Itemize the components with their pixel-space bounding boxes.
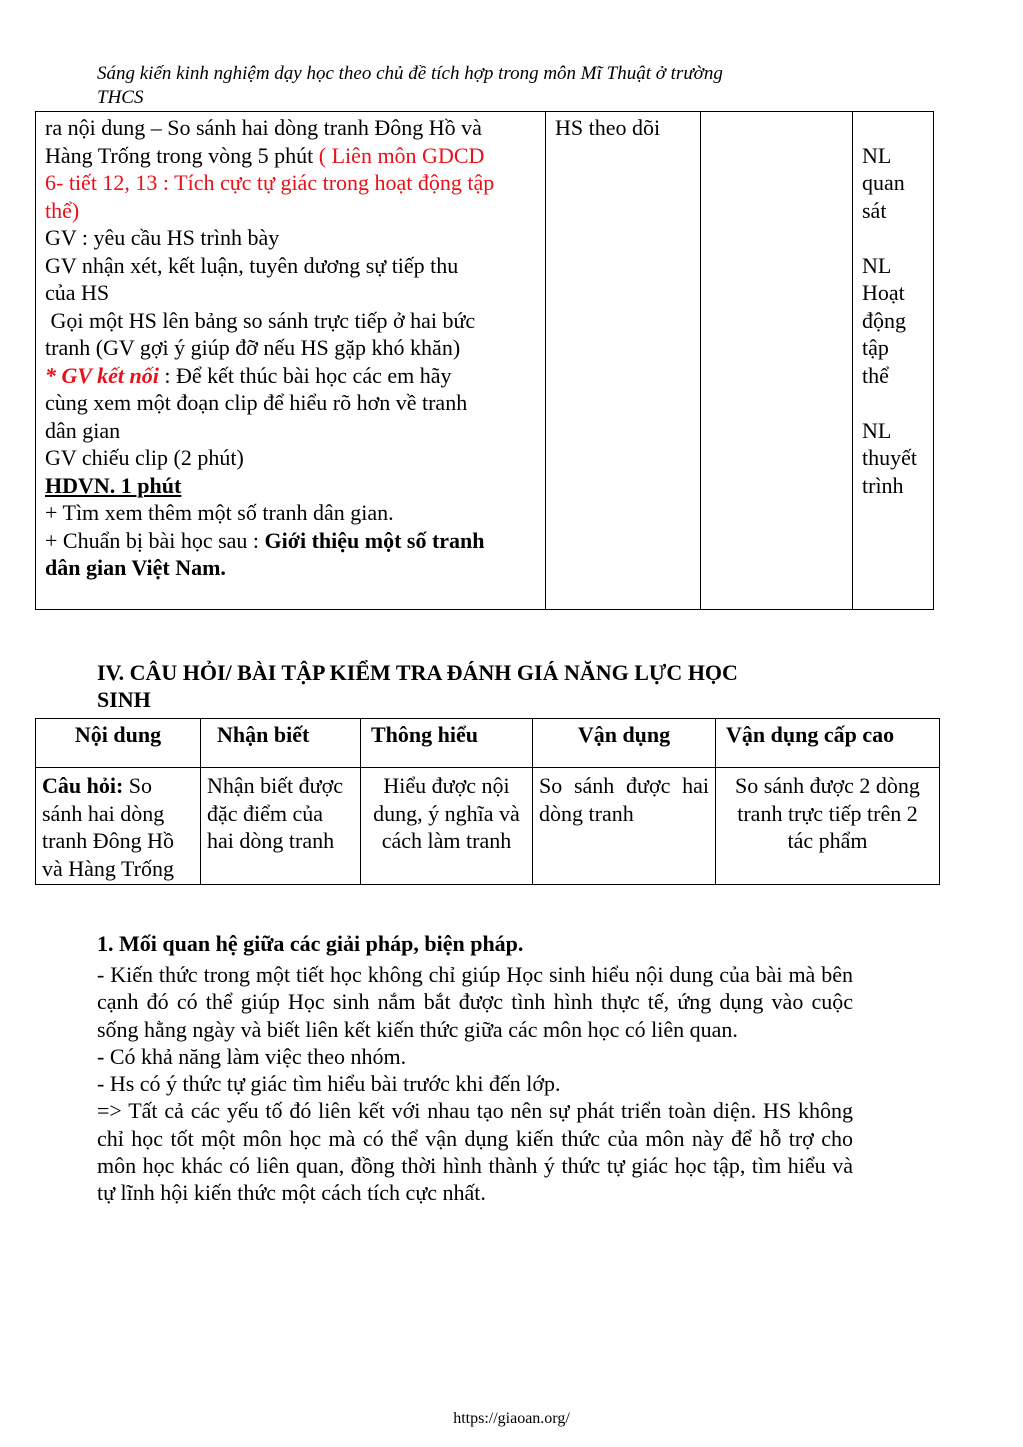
assessment-table: [35, 718, 940, 885]
section-1-body: [97, 961, 853, 1207]
empty-cell: [701, 112, 853, 610]
footer-url: https://giaoan.org/: [453, 1410, 570, 1427]
nhan-biet-cell: Nhận biết được đặc điểm của hai dòng tranh: [201, 768, 361, 885]
header-nhan-biet: Nhận biết: [201, 719, 361, 768]
van-dung-cell: So sánh được hai dòng tranh: [533, 768, 716, 885]
header-line-2: THCS: [97, 87, 144, 108]
hdvn-heading: HDVN. 1 phút: [45, 472, 182, 498]
gv-ket-noi-label: * GV kết nối: [45, 362, 159, 388]
question-cell: Câu hỏi: So sánh hai dòng tranh Đông Hồ và Hàng Trống: [36, 768, 201, 885]
header-van-dung: Vận dụng: [533, 719, 716, 768]
competency-cell: NL quan sát NL Hoạt động tập thể NL thuyết trình: [853, 112, 934, 610]
van-dung-cao-cell: So sánh được 2 dòng tranh trực tiếp trên 2 tác phẩm: [716, 768, 940, 885]
paragraph: - Hs có ý thức tự giác tìm hiểu bài trước khi đến lớp.: [97, 1071, 561, 1097]
paragraph: - Có khả năng làm việc theo nhóm.: [97, 1043, 407, 1069]
paragraph: => Tất cả các yếu tố đó liên kết với nhau tạo nên sự phát triển toàn diện. HS không chỉ học tốt một môn học mà có thể vận dụng kiến thức của môn này để hỗ trợ cho môn học khác có liên quan, đồng thời hình thành ý thức tự giác học tập, tìm hiểu và tự lĩnh hội kiến thức một cách tích cực nhất.: [97, 1098, 853, 1206]
paragraph: - Kiến thức trong một tiết học không chỉ giúp Học sinh hiểu nội dung của bài mà bên cạnh đó có thể giúp Học sinh nắm bắt được tình hình thực tế, ứng dụng vào cuộc sống hằng ngày và biết liên kết kiến thức giữa các môn học có liên quan.: [97, 962, 853, 1042]
section-4-heading: IV. CÂU HỎI/ BÀI TẬP KIỂM TRA ĐÁNH GIÁ NĂNG LỰC HỌC SINH: [97, 660, 738, 712]
thong-hieu-cell: Hiểu được nội dung, ý nghĩa và cách làm tranh: [361, 768, 533, 885]
running-header: [97, 62, 857, 110]
student-activity-cell: HS theo dõi: [546, 112, 701, 610]
header-van-dung-cao: Vận dụng cấp cao: [716, 719, 940, 768]
cross-subject-note: ( Liên môn GDCD: [318, 142, 485, 168]
teacher-activity-cell: ra nội dung – So sánh hai dòng tranh Đông Hồ và Hàng Trống trong vòng 5 phút ( Liên môn GDCD 6- tiết 12, 13 : Tích cực tự giác trong hoạt động tập thể) GV : yêu cầu HS trình bày GV nhận xét, kết luận, tuyên dương sự tiếp thu của HS Gọi một HS lên bảng so sánh trực tiếp ở hai bức tranh (GV gợi ý giúp đỡ nếu HS gặp khó khăn) * GV kết nối : Để kết thúc bài học các em hãy cùng xem một đoạn clip để hiểu rõ hơn về tranh dân gian GV chiếu clip (2 phút) HDVN. 1 phút + Tìm xem thêm một số tranh dân gian. + Chuẩn bị bài học sau : Giới thiệu một số tranh dân gian Việt Nam.: [36, 112, 546, 610]
header-thong-hieu: Thông hiểu: [361, 719, 533, 768]
activity-table: [35, 111, 934, 610]
section-1-heading: 1. Mối quan hệ giữa các giải pháp, biện pháp.: [97, 931, 524, 956]
header-noi-dung: Nội dung: [36, 719, 201, 768]
header-line-1: Sáng kiến kinh nghiệm dạy học theo chủ đề tích hợp trong môn Mĩ Thuật ở trường: [97, 63, 723, 84]
